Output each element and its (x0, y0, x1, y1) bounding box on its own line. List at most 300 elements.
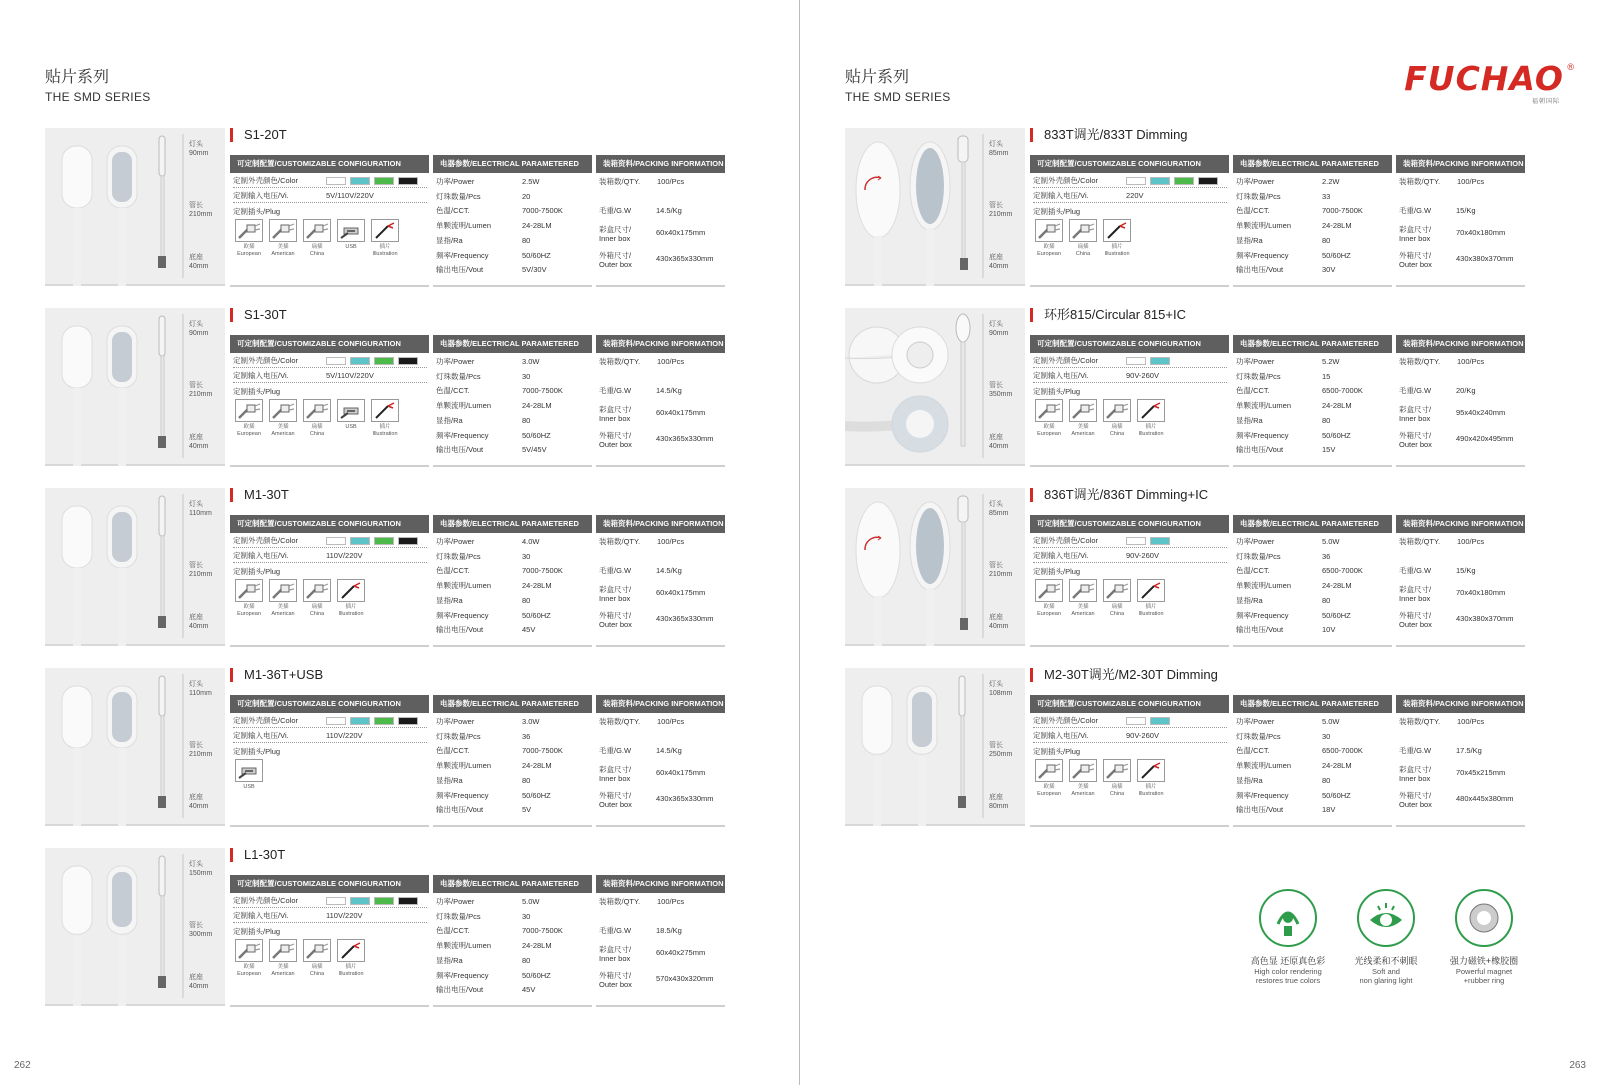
color-swatch[interactable] (1198, 177, 1218, 185)
plug-option-us[interactable] (1067, 759, 1099, 798)
plug-caption-cn: 欧插 (1043, 244, 1055, 250)
vout-value: 5V/30V (522, 265, 547, 275)
plug-option-cn[interactable] (301, 939, 333, 978)
plug-label: 定制插头/Plug (233, 207, 281, 216)
plug-caption-en: Illustration (1138, 791, 1164, 797)
inner-value: 70x40x180mm (1456, 228, 1506, 237)
dimension-tube-value: 350mm (989, 391, 1013, 398)
plug-caption (1101, 424, 1133, 438)
color-swatch[interactable] (374, 897, 394, 905)
color-swatch[interactable] (1150, 537, 1170, 545)
dimension-head (189, 500, 212, 518)
voltage-label: 定制输入电压/Vi. (1033, 551, 1089, 560)
vout-label: 输出电压/Vout (436, 985, 484, 995)
inner-label-en: Inner box (1399, 774, 1431, 783)
ra-label: 显指/Ra (1236, 775, 1263, 785)
color-swatch[interactable] (398, 177, 418, 185)
us-plug-icon (269, 939, 297, 962)
outer-label-cn: 外箱尺寸/ (599, 971, 632, 980)
color-swatch[interactable] (326, 897, 346, 905)
dimension-tube-label: 管长 (189, 922, 203, 929)
us-plug-icon (269, 399, 297, 422)
packing-header: 装箱资料/PACKING INFORMATION (1396, 695, 1525, 713)
config-table (230, 155, 429, 287)
cct-value: 6500-7000K (1322, 566, 1363, 576)
config-table (1030, 335, 1229, 467)
dimension-tube-value: 210mm (189, 571, 213, 578)
packing-row-outer (1399, 611, 1523, 631)
plug-caption (267, 964, 299, 978)
vout-value: 45V (522, 985, 536, 995)
plug-caption-cn: 扁插 (1111, 784, 1123, 790)
pcs-label: 灯珠数量/Pcs (436, 551, 481, 561)
pcs-value: 36 (522, 731, 531, 741)
voltage-row (233, 371, 427, 383)
cn-plug-icon (303, 219, 331, 242)
plug-caption (1135, 784, 1167, 798)
plug-option-eu[interactable] (1033, 759, 1065, 798)
dimension-head (189, 680, 212, 698)
packing-table (596, 155, 725, 287)
voltage-value: 90V-260V (1126, 371, 1159, 380)
inner-label-cn: 彩盒尺寸/ (1399, 225, 1432, 234)
section-title-en: THE SMD SERIES (45, 90, 151, 104)
cct-label: 色温/CCT. (436, 386, 470, 396)
pcs-label: 灯珠数量/Pcs (1236, 731, 1281, 741)
dimension-tube (989, 741, 1012, 759)
product-title: 环形815/Circular 815+IC (1030, 308, 1186, 322)
plug-option-ill[interactable] (1101, 219, 1133, 258)
vout-value: 18V (1322, 805, 1336, 815)
dimension-base-value: 80mm (989, 803, 1009, 810)
qty-label: 装箱数/QTY. (599, 537, 641, 546)
color-swatch[interactable] (374, 177, 394, 185)
color-swatch[interactable] (350, 897, 370, 905)
power-value: 5.2W (1322, 357, 1340, 366)
config-table (230, 515, 429, 647)
cct-label: 色温/CCT. (436, 566, 470, 576)
plug-caption (1033, 784, 1065, 798)
plug-caption (1135, 424, 1167, 438)
plug-caption (335, 964, 367, 978)
plug-option-usb[interactable] (233, 759, 265, 791)
plug-caption-en: China (309, 611, 325, 617)
dimension-head-value: 90mm (189, 150, 209, 157)
color-swatch[interactable] (374, 717, 394, 725)
color-swatch[interactable] (398, 357, 418, 365)
color-swatch[interactable] (1174, 177, 1194, 185)
qty-value: 100/Pcs (657, 357, 685, 366)
dimension-tube (989, 561, 1012, 579)
dimension-head (989, 680, 1012, 698)
lumen-label: 单颗流明/Lumen (1236, 401, 1292, 411)
color-swatch[interactable] (350, 357, 370, 365)
plug-caption-en: European (1037, 791, 1061, 797)
config-body (230, 893, 429, 1007)
plug-option-us[interactable] (267, 579, 299, 618)
dimensions (189, 678, 229, 818)
cn-plug-icon (1103, 759, 1131, 782)
electrical-header: 电器参数/ELECTRICAL PARAMETERED (433, 515, 592, 533)
dimension-tube (989, 381, 1012, 399)
packing-header: 装箱资料/PACKING INFORMATION (596, 155, 725, 173)
feature-2 (1338, 888, 1434, 985)
plug-option-us[interactable] (1067, 399, 1099, 438)
lumen-label: 单颗流明/Lumen (1236, 761, 1292, 771)
cct-label: 色温/CCT. (1236, 746, 1270, 756)
packing-row-inner (599, 945, 723, 965)
color-swatch[interactable] (326, 357, 346, 365)
ill-plug-icon (337, 939, 365, 962)
dimension-tube-value: 210mm (189, 391, 213, 398)
plug-option-eu[interactable] (1033, 399, 1065, 438)
freq-value: 50/60HZ (1322, 430, 1351, 440)
plug-option-cn[interactable] (1101, 399, 1133, 438)
plug-option-eu[interactable] (1033, 579, 1065, 618)
plug-caption-en: European (1037, 611, 1061, 617)
dimension-head-label: 灯头 (989, 141, 1003, 148)
plug-option-cn[interactable] (301, 399, 333, 438)
dimension-tube-label: 管长 (189, 202, 203, 209)
gw-label: 毛重/G.W (599, 746, 632, 755)
plug-option-ill[interactable] (369, 399, 401, 438)
lumen-value: 24-28LM (522, 941, 552, 951)
plug-caption-cn: 插片 (379, 424, 391, 430)
color-row (233, 896, 427, 908)
lumen-value: 24-28LM (1322, 401, 1352, 411)
plug-caption-en: European (1037, 251, 1061, 257)
inner-label-en: Inner box (1399, 594, 1431, 603)
gw-value: 15/Kg (1456, 566, 1476, 575)
color-swatch[interactable] (326, 177, 346, 185)
vout-value: 5V/45V (522, 445, 547, 455)
inner-value: 70x45x215mm (1456, 768, 1506, 777)
ra-value: 80 (522, 955, 531, 965)
electrical-header: 电器参数/ELECTRICAL PARAMETERED (1233, 335, 1392, 353)
color-swatch[interactable] (326, 717, 346, 725)
dimension-head-value: 90mm (189, 330, 209, 337)
freq-label: 频率/Frequency (1236, 430, 1289, 440)
plug-option-ill[interactable] (1135, 759, 1167, 798)
dimensions (989, 138, 1029, 278)
dimension-head-value: 110mm (189, 690, 212, 697)
color-swatch[interactable] (374, 537, 394, 545)
ill-plug-icon (1137, 399, 1165, 422)
vout-label: 输出电压/Vout (436, 445, 484, 455)
plug-caption (233, 784, 265, 791)
config-table (230, 695, 429, 827)
dimension-base-label: 底座 (189, 254, 203, 261)
color-swatch[interactable] (350, 717, 370, 725)
inner-label-cn: 彩盒尺寸/ (1399, 585, 1432, 594)
pcs-label: 灯珠数量/Pcs (1236, 191, 1281, 201)
ill-plug-icon (1103, 219, 1131, 242)
plug-caption-en: China (309, 971, 325, 977)
power-label: 功率/Power (1236, 357, 1275, 366)
plug-caption-cn: 美插 (277, 244, 289, 250)
plug-caption-en: Illustration (338, 971, 364, 977)
plug-option-cn[interactable] (1101, 579, 1133, 618)
voltage-value: 90V-260V (1126, 731, 1159, 740)
freq-value: 50/60HZ (522, 970, 551, 980)
plug-option-ill[interactable] (1135, 579, 1167, 618)
inner-value: 60x40x175mm (656, 408, 706, 417)
lumen-label: 单颗流明/Lumen (436, 401, 492, 411)
outer-value: 430x365x330mm (656, 794, 714, 803)
packing-table (596, 695, 725, 827)
dimension-tube-value: 210mm (989, 571, 1013, 578)
plug-caption (1101, 604, 1133, 618)
packing-body (596, 893, 725, 1007)
qty-label: 装箱数/QTY. (599, 897, 641, 906)
ra-label: 显指/Ra (436, 595, 463, 605)
lumen-label: 单颗流明/Lumen (1236, 221, 1292, 231)
product-title: 836T调光/836T Dimming+IC (1030, 488, 1208, 502)
dimension-base-label: 底座 (189, 614, 203, 621)
section-header (845, 64, 951, 104)
ra-label: 显指/Ra (436, 415, 463, 425)
voltage-value: 90V-260V (1126, 551, 1159, 560)
eu-plug-icon (235, 939, 263, 962)
outer-value: 430x380x370mm (1456, 614, 1514, 623)
color-swatch[interactable] (398, 537, 418, 545)
pcs-value: 30 (1322, 731, 1331, 741)
color-label: 定制外壳颜色/Color (233, 536, 299, 545)
plug-option-eu[interactable] (233, 399, 265, 438)
dimension-tube (189, 561, 212, 579)
plug-option-ill[interactable] (1135, 399, 1167, 438)
eu-plug-icon (1035, 219, 1063, 242)
eu-plug-icon (235, 579, 263, 602)
config-table (1030, 155, 1229, 287)
inner-label (599, 945, 631, 963)
color-swatch[interactable] (1150, 357, 1170, 365)
freq-label: 频率/Frequency (436, 250, 489, 260)
plug-option-cn[interactable] (301, 579, 333, 618)
outer-label-en: Outer box (599, 620, 632, 629)
plug-option-cn[interactable] (301, 219, 333, 258)
inner-label (599, 225, 631, 243)
outer-value: 430x365x330mm (656, 434, 714, 443)
color-swatch[interactable] (1126, 717, 1146, 725)
plug-option-usb[interactable] (335, 219, 367, 251)
color-swatch[interactable] (326, 537, 346, 545)
product-title: M2-30T调光/M2-30T Dimming (1030, 668, 1218, 682)
dimension-base-value: 40mm (189, 983, 209, 990)
dimension-tube-value: 210mm (189, 751, 213, 758)
qty-value: 100/Pcs (657, 717, 685, 726)
vout-label: 输出电压/Vout (1236, 265, 1284, 275)
plug-option-us[interactable] (267, 399, 299, 438)
power-value: 2.2W (1322, 177, 1340, 186)
plug-caption-en: China (1075, 251, 1091, 257)
packing-table (1396, 515, 1525, 647)
electrical-table (433, 335, 592, 467)
ra-label: 显指/Ra (436, 955, 463, 965)
qty-label: 装箱数/QTY. (1399, 717, 1441, 726)
plug-caption (301, 964, 333, 978)
ra-label: 显指/Ra (436, 235, 463, 245)
power-value: 3.0W (522, 717, 540, 726)
plug-label: 定制插头/Plug (1033, 567, 1081, 576)
plug-caption (369, 244, 401, 258)
config-header: 可定制配置/CUSTOMIZABLE CONFIGURATION (1030, 155, 1229, 173)
config-header: 可定制配置/CUSTOMIZABLE CONFIGURATION (230, 155, 429, 173)
power-value: 2.5W (522, 177, 540, 186)
outer-label (1399, 251, 1432, 269)
freq-label: 频率/Frequency (436, 430, 489, 440)
product-block (845, 128, 1540, 286)
plug-option-ill[interactable] (369, 219, 401, 258)
gw-label: 毛重/G.W (1399, 386, 1432, 395)
qty-label: 装箱数/QTY. (1399, 177, 1441, 186)
product-block (845, 308, 1540, 466)
electrical-body (1233, 353, 1392, 467)
us-plug-icon (1069, 759, 1097, 782)
outer-label-en: Outer box (1399, 260, 1432, 269)
lumen-value: 24-28LM (522, 221, 552, 231)
dimension-head-label: 灯头 (189, 681, 203, 688)
power-label: 功率/Power (436, 897, 475, 906)
ill-plug-icon (1137, 579, 1165, 602)
ill-plug-icon (337, 579, 365, 602)
cct-value: 7000-7500K (522, 926, 563, 936)
color-swatch[interactable] (398, 717, 418, 725)
electrical-header: 电器参数/ELECTRICAL PARAMETERED (1233, 515, 1392, 533)
plug-option-us[interactable] (1067, 579, 1099, 618)
ill-plug-icon (1137, 759, 1165, 782)
dimension-head (189, 140, 208, 158)
freq-label: 频率/Frequency (436, 610, 489, 620)
config-header: 可定制配置/CUSTOMIZABLE CONFIGURATION (230, 515, 429, 533)
packing-row-outer (599, 251, 723, 271)
color-row (1033, 356, 1227, 368)
gw-label: 毛重/G.W (599, 206, 632, 215)
plug-option-eu[interactable] (233, 939, 265, 978)
dimension-base-value: 40mm (189, 623, 209, 630)
plug-option-eu[interactable] (233, 219, 265, 258)
outer-label-cn: 外箱尺寸/ (599, 431, 632, 440)
plug-option-ill[interactable] (335, 579, 367, 618)
inner-label-cn: 彩盒尺寸/ (1399, 405, 1432, 414)
usb-plug-icon (337, 219, 365, 242)
plug-caption (335, 424, 367, 431)
color-row (233, 356, 427, 368)
packing-header: 装箱资料/PACKING INFORMATION (596, 875, 725, 893)
color-swatch[interactable] (350, 537, 370, 545)
dimension-base (189, 613, 208, 631)
packing-row-outer (599, 431, 723, 451)
gw-value: 20/Kg (1456, 386, 1476, 395)
color-label: 定制外壳颜色/Color (1033, 176, 1099, 185)
config-table (1030, 515, 1229, 647)
inner-label-cn: 彩盒尺寸/ (599, 585, 632, 594)
pcs-value: 30 (522, 371, 531, 381)
packing-table (1396, 335, 1525, 467)
outer-label-en: Outer box (599, 800, 632, 809)
electrical-body (433, 353, 592, 467)
dimension-tube-value: 210mm (189, 211, 213, 218)
packing-header: 装箱资料/PACKING INFORMATION (1396, 155, 1525, 173)
product-title: S1-20T (230, 128, 287, 142)
voltage-row (1033, 551, 1227, 563)
plug-caption-en: China (1109, 791, 1125, 797)
inner-label-en: Inner box (1399, 234, 1431, 243)
plug-option-us[interactable] (267, 939, 299, 978)
pcs-value: 20 (522, 191, 531, 201)
plug-caption (301, 604, 333, 618)
color-swatch[interactable] (398, 897, 418, 905)
color-swatch[interactable] (1126, 537, 1146, 545)
dimensions (989, 498, 1029, 638)
lumen-value: 24-28LM (522, 401, 552, 411)
voltage-label: 定制输入电压/Vi. (1033, 731, 1089, 740)
plug-caption-cn: 美插 (1077, 784, 1089, 790)
cct-label: 色温/CCT. (1236, 566, 1270, 576)
config-table (230, 335, 429, 467)
dimension-base (189, 433, 208, 451)
plug-option-eu[interactable] (233, 579, 265, 618)
outer-value: 430x365x330mm (656, 254, 714, 263)
feature-1 (1240, 888, 1336, 985)
product-block (45, 848, 740, 1006)
pcs-value: 15 (1322, 371, 1331, 381)
feature-title-en: restores true colors (1255, 976, 1321, 985)
color-swatches (326, 356, 422, 366)
plug-caption-en: USB (243, 784, 255, 790)
power-value: 3.0W (522, 357, 540, 366)
feature-title-en: High color rendering (1254, 967, 1322, 976)
plug-option-cn[interactable] (1067, 219, 1099, 258)
plug-option-cn[interactable] (1101, 759, 1133, 798)
plug-caption-cn: 欧插 (1043, 784, 1055, 790)
plug-label: 定制插头/Plug (1033, 387, 1081, 396)
outer-value: 480x445x380mm (1456, 794, 1514, 803)
power-label: 功率/Power (436, 717, 475, 726)
vout-value: 15V (1322, 445, 1336, 455)
dimension-tube (189, 921, 212, 939)
feature-title-en: +rubber ring (1463, 976, 1505, 985)
vout-value: 10V (1322, 625, 1336, 635)
plug-caption-cn: 欧插 (243, 604, 255, 610)
color-label: 定制外壳颜色/Color (1033, 716, 1099, 725)
voltage-label: 定制输入电压/Vi. (233, 731, 289, 740)
plug-option-us[interactable] (267, 219, 299, 258)
power-label: 功率/Power (436, 537, 475, 546)
plug-caption-cn: 扁插 (311, 244, 323, 250)
outer-value: 430x365x330mm (656, 614, 714, 623)
voltage-row (1033, 371, 1227, 383)
outer-label-en: Outer box (599, 980, 632, 989)
electrical-body (433, 173, 592, 287)
plug-caption-cn: 美插 (1077, 424, 1089, 430)
color-swatch[interactable] (1150, 717, 1170, 725)
color-swatch[interactable] (1126, 357, 1146, 365)
plug-option-ill[interactable] (335, 939, 367, 978)
dimension-tube (189, 201, 212, 219)
color-swatch[interactable] (350, 177, 370, 185)
color-swatch[interactable] (1150, 177, 1170, 185)
color-swatch[interactable] (1126, 177, 1146, 185)
electrical-header: 电器参数/ELECTRICAL PARAMETERED (433, 335, 592, 353)
ra-value: 80 (1322, 415, 1331, 425)
color-swatch[interactable] (374, 357, 394, 365)
outer-label (599, 791, 632, 809)
plug-option-eu[interactable] (1033, 219, 1065, 258)
plug-option-usb[interactable] (335, 399, 367, 431)
dimension-tube (989, 201, 1012, 219)
electrical-table (1233, 695, 1392, 827)
